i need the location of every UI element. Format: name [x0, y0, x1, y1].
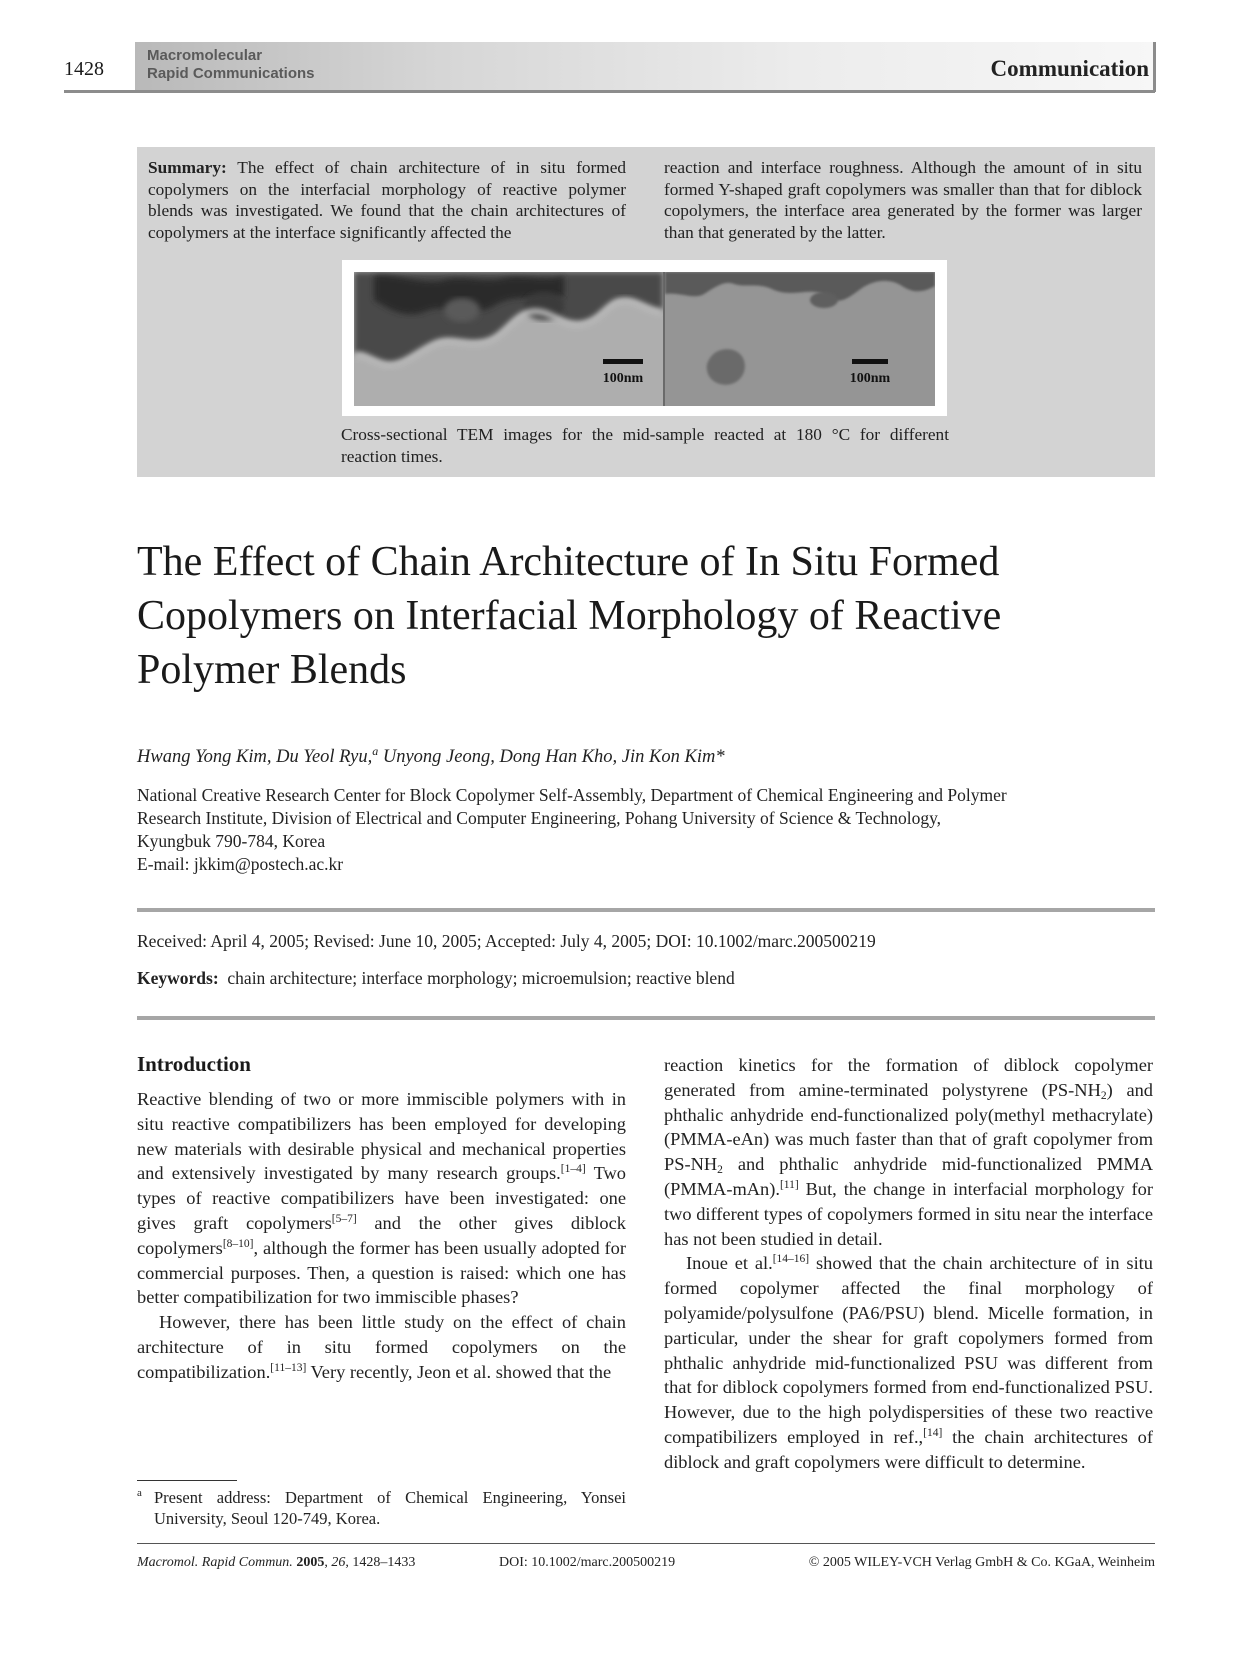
summary-column-left	[148, 157, 626, 243]
tem-micrograph-image	[354, 272, 935, 406]
paragraph: Reactive blending of two or more immiscible polymers with in situ reactive compatibilizers has been employed for developing new materials with desirable physical and mechanical properties and extensively investigated by many research groups.[1–4] Two types of reactive compatibilizers have been investigated: one gives graft copolymers[5–7] and the other gives diblock copolymers[8–10], although the former has been usually adopted for commercial purposes. Then, a question is raised: which one has better compatibilization for two immiscible phases?	[137, 1089, 626, 1308]
citation: [14–16]	[772, 1253, 810, 1266]
paragraph: However, there has been little study on the effect of chain architecture of in situ formed copolymers on the compatibilization.[11–13] Very recently, Jeon et al. showed that the	[137, 1312, 626, 1382]
journal-logo-line2: Rapid Communications	[147, 65, 315, 82]
keywords	[137, 968, 735, 989]
footnote-text: Present address: Department of Chemical Engineering, Yonsei University, Seoul 120-749, Korea.	[154, 1488, 626, 1528]
footnote-marker: a	[137, 1487, 142, 1499]
author-footnote-marker: a	[372, 744, 379, 758]
summary-column-right: reaction and interface roughness. Although the amount of in situ formed Y-shaped graft copolymers was smaller than that for diblock copolymers, the interface area generated by the former was larger than that generated by the latter.	[664, 158, 1142, 242]
paragraph: Inoue et al.[14–16] showed that the chain architecture of in situ formed copolymer affected the final morphology of polyamide/polysulfone (PA6/PSU) blend. Micelle formation, in particular, under the shear for graft copolymers formed from phthalic anhydride mid-functionalized PSU was different from that for diblock copolymers formed from end-functionalized PSU. However, due to the high polydispersities of these two reactive compatibilizers employed in ref.,[14] the chain architectures of diblock and graft copolymers were difficult to determine.	[664, 1253, 1153, 1472]
body-column-left	[137, 1087, 626, 1385]
journal-logo	[147, 47, 315, 83]
section-heading-introduction: Introduction	[137, 1052, 251, 1076]
journal-logo-line1: Macromolecular	[147, 47, 263, 64]
keywords-label: Keywords:	[137, 968, 219, 988]
author-names-2: Unyong Jeong, Dong Han Kho, Jin Kon Kim*	[378, 747, 725, 768]
citation: [14]	[923, 1426, 943, 1439]
summary-text-left: The effect of chain architecture of in situ formed copolymers on the interfacial morphology of reactive polymer blends was investigated. We found that the chain architectures of copolymers at the interface significantly affected the	[148, 158, 627, 242]
email-address: E-mail: jkkim@postech.ac.kr	[137, 854, 344, 874]
citation: [8–10]	[222, 1237, 254, 1250]
paragraph: reaction kinetics for the formation of diblock copolymer generated from amine-terminated polystyrene $(PS-NH_2)$ and phthalic anhydride end-functionalized poly(methyl methacrylate) (PMMA-eAn) was much faster than that of graft copolymer from $PS-NH_2$ and phthalic anhydride mid-functionalized PMMA (PMMA-mAn).[11] But, the change in interfacial morphology for two different types of copolymers formed in situ near the interface has not been studied in detail.	[664, 1055, 1154, 1249]
scale-bar-label-left: 100nm	[602, 371, 644, 386]
footer-doi: DOI: 10.1002/marc.200500219	[499, 1555, 676, 1570]
citation: [11]	[779, 1178, 799, 1191]
keywords-text: chain architecture; interface morphology; microemulsion; reactive blend	[227, 968, 735, 988]
header-right-rule	[1153, 42, 1156, 92]
page-number: 1428	[64, 58, 104, 80]
footnote	[137, 1487, 626, 1529]
citation: [5–7]	[331, 1212, 357, 1225]
citation: [11–13]	[270, 1361, 307, 1374]
citation: [1–4]	[560, 1163, 586, 1176]
footnote-rule	[137, 1480, 237, 1481]
paper-title: The Effect of Chain Architecture of In Situ Formed Copolymers on Interfacial Morphology of Reactive Polymer Blends	[137, 539, 1002, 693]
figure-caption: Cross-sectional TEM images for the mid-sample reacted at 180 °C for different reaction times.	[341, 425, 949, 466]
body-column-right	[664, 1053, 1153, 1475]
received-dates: Received: April 4, 2005; Revised: June 10, 2005; Accepted: July 4, 2005; DOI: 10.1002/marc.200500219	[137, 931, 876, 951]
scale-bar-label-right: 100nm	[849, 371, 891, 386]
author-names-1: Hwang Yong Kim, Du Yeol Ryu,	[137, 747, 373, 768]
summary-box	[137, 147, 1155, 477]
divider-rule	[137, 908, 1155, 912]
footer-citation: Macromol. Rapid Commun. 2005, 26, 1428–1433	[137, 1555, 416, 1570]
summary-label: Summary:	[148, 158, 227, 177]
footer-copyright: © 2005 WILEY-VCH Verlag GmbH & Co. KGaA, Weinheim	[808, 1555, 1155, 1570]
footer-rule	[137, 1543, 1155, 1544]
affiliation-block	[137, 784, 1157, 876]
affiliation-line-2: Research Institute, Division of Electrical and Computer Engineering, Pohang University of Science & Technology,	[137, 808, 942, 828]
header-rule	[64, 90, 1155, 93]
tem-figure-frame	[342, 260, 947, 416]
divider-rule	[137, 1016, 1155, 1020]
section-label: Communication	[990, 56, 1149, 81]
author-list	[137, 744, 725, 768]
affiliation-line-3: Kyungbuk 790-784, Korea	[137, 831, 326, 851]
affiliation-line-1: National Creative Research Center for Block Copolymer Self-Assembly, Department of Chemical Engineering and Polymer	[137, 785, 1007, 805]
